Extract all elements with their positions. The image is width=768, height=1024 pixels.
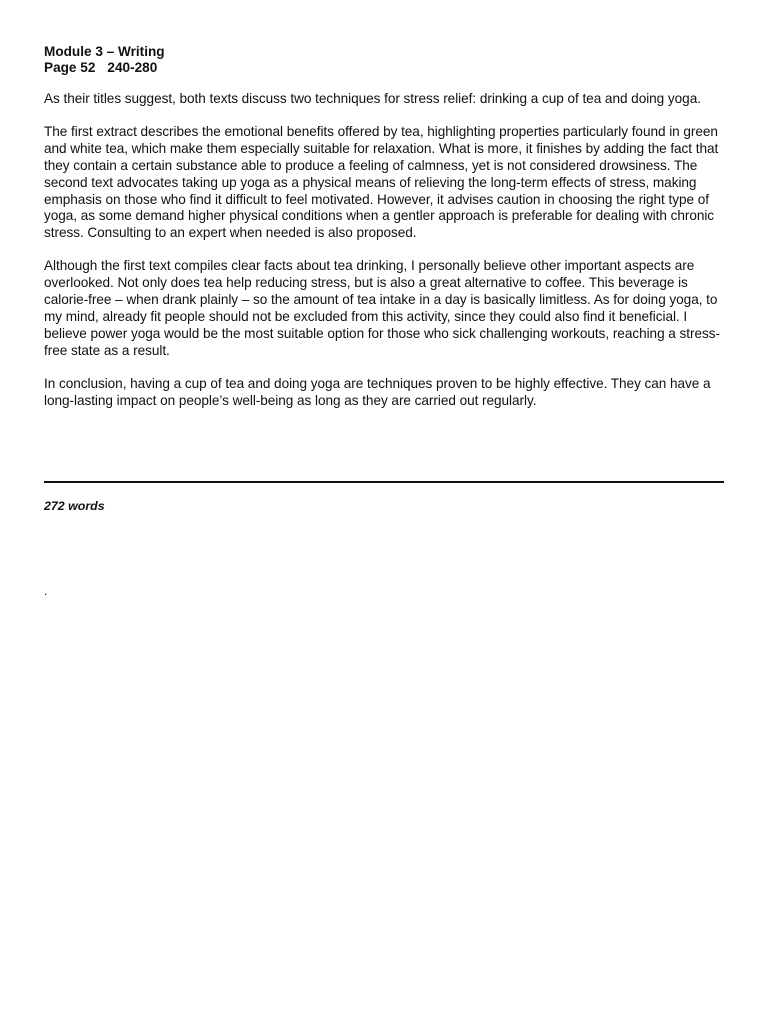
page-reference <box>44 60 724 76</box>
stray-mark: . <box>44 584 48 598</box>
paragraph-summary: The first extract describes the emotional benefits offered by tea, highlighting properties particularly found in green and white tea, which make them especially suitable for relaxation. What is more, it finishes by adding the fact that they contain a certain substance able to produce a feeling of calmness, yet is not considered drowsiness. The second text advocates taking up yoga as a physical means of relieving the long-term effects of stress, making emphasis on those who find it difficult to feel motivated. However, it advises caution in choosing the right type of yoga, as some demand higher physical conditions when a gentler approach is preferable for dealing with chronic stress. Consulting to an expert when needed is also proposed. <box>44 123 719 241</box>
document-body <box>44 44 724 410</box>
word-range: 240-280 <box>107 60 158 75</box>
horizontal-divider <box>44 481 724 483</box>
paragraph-conclusion: In conclusion, having a cup of tea and doing yoga are techniques proven to be highly effective. They can have a long-lasting impact on people’s well-being as long as they are carried out regularly. <box>44 375 711 408</box>
page-number: Page 52 <box>44 60 96 75</box>
word-count: 272 words <box>44 499 105 513</box>
paragraph-introduction: As their titles suggest, both texts discuss two techniques for stress relief: drinking a cup of tea and doing yoga. <box>44 91 701 106</box>
paragraph-opinion: Although the first text compiles clear facts about tea drinking, I personally believe other important aspects are overlooked. Not only does tea help reducing stress, but is also a great alternative to coffee. This beverage is calorie-free – when drank plainly – so the amount of tea intake in a day is basically limitless. As for doing yoga, to my mind, already fit people should not be excluded from this activity, since they could also find it beneficial. I believe power yoga would be the most suitable option for those who sick challenging workouts, reaching a stress-free state as a result. <box>44 258 720 358</box>
module-title: Module 3 – Writing <box>44 44 165 59</box>
